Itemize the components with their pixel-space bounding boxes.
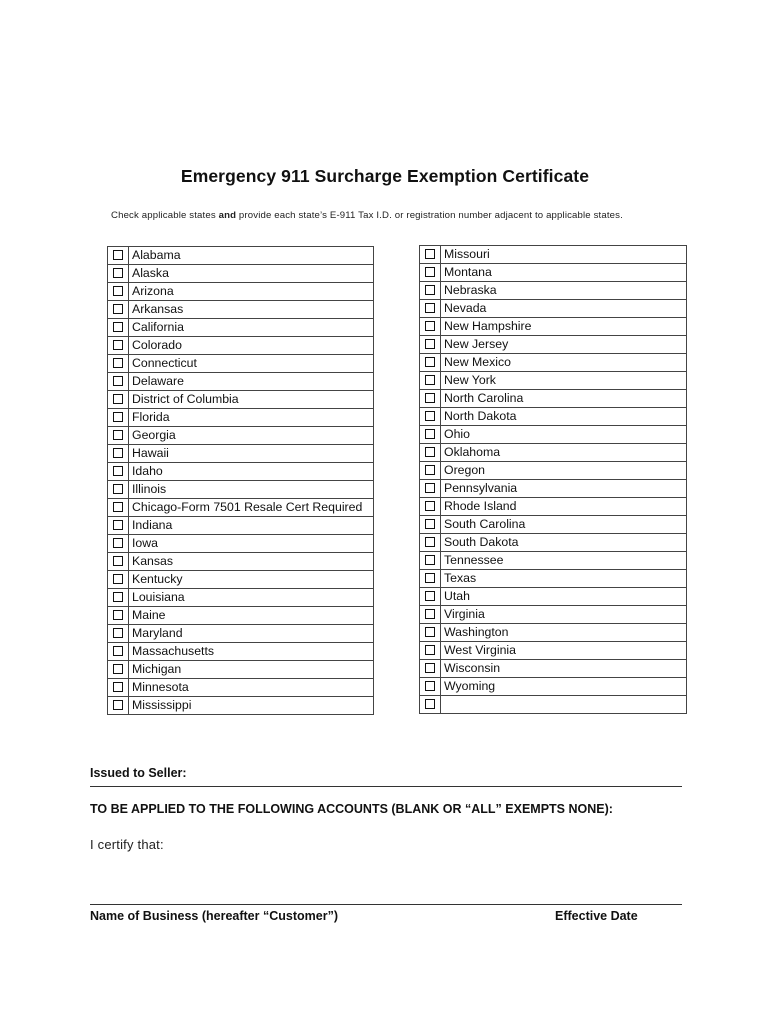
- state-row: [420, 570, 687, 588]
- checkbox-cell: [108, 499, 129, 517]
- state-name: Georgia: [129, 427, 374, 445]
- state-name: Oregon: [441, 462, 687, 480]
- state-row: [420, 426, 687, 444]
- checkbox-cell: [108, 697, 129, 715]
- state-name: Florida: [129, 409, 374, 427]
- state-row: [420, 480, 687, 498]
- state-checkbox[interactable]: [113, 322, 123, 332]
- state-checkbox[interactable]: [113, 538, 123, 548]
- state-name: South Carolina: [441, 516, 687, 534]
- state-row: [420, 498, 687, 516]
- state-name: Tennessee: [441, 552, 687, 570]
- state-row: [108, 535, 374, 553]
- state-checkbox[interactable]: [425, 663, 435, 673]
- checkbox-cell: [420, 282, 441, 300]
- state-row: [420, 300, 687, 318]
- state-name: Wyoming: [441, 678, 687, 696]
- checkbox-cell: [108, 283, 129, 301]
- state-name: Texas: [441, 570, 687, 588]
- checkbox-cell: [420, 678, 441, 696]
- state-name: Utah: [441, 588, 687, 606]
- state-name: California: [129, 319, 374, 337]
- state-row: [108, 553, 374, 571]
- state-name: Alaska: [129, 265, 374, 283]
- checkbox-cell: [420, 336, 441, 354]
- checkbox-cell: [108, 391, 129, 409]
- state-checkbox[interactable]: [425, 447, 435, 457]
- state-row: [420, 660, 687, 678]
- state-checkbox[interactable]: [425, 321, 435, 331]
- state-row: [420, 462, 687, 480]
- state-name: Maryland: [129, 625, 374, 643]
- state-checkbox[interactable]: [113, 592, 123, 602]
- state-row: [108, 337, 374, 355]
- state-name: North Dakota: [441, 408, 687, 426]
- state-name: Kansas: [129, 553, 374, 571]
- state-checkbox[interactable]: [425, 501, 435, 511]
- checkbox-cell: [420, 552, 441, 570]
- state-row: [108, 589, 374, 607]
- state-name: North Carolina: [441, 390, 687, 408]
- state-row: [108, 571, 374, 589]
- state-checkbox[interactable]: [113, 304, 123, 314]
- state-checkbox[interactable]: [113, 628, 123, 638]
- state-checkbox[interactable]: [425, 627, 435, 637]
- state-name: [441, 696, 687, 714]
- state-row: [108, 661, 374, 679]
- state-checkbox[interactable]: [425, 591, 435, 601]
- issued-to-seller-line[interactable]: [90, 786, 682, 787]
- checkbox-cell: [420, 606, 441, 624]
- state-name: Mississippi: [129, 697, 374, 715]
- state-row: [108, 625, 374, 643]
- state-row: [108, 499, 374, 517]
- state-row: [108, 391, 374, 409]
- checkbox-cell: [108, 247, 129, 265]
- accounts-label: TO BE APPLIED TO THE FOLLOWING ACCOUNTS (BLANK OR “ALL” EXEMPTS NONE):: [90, 802, 613, 816]
- checkbox-cell: [420, 444, 441, 462]
- state-row: [108, 355, 374, 373]
- checkbox-cell: [420, 426, 441, 444]
- checkbox-cell: [108, 301, 129, 319]
- checkbox-cell: [420, 516, 441, 534]
- state-row: [108, 643, 374, 661]
- effective-date-label: Effective Date: [555, 909, 638, 923]
- checkbox-cell: [108, 607, 129, 625]
- state-row: [420, 696, 687, 714]
- checkbox-cell: [108, 589, 129, 607]
- state-checkbox[interactable]: [425, 555, 435, 565]
- checkbox-cell: [108, 571, 129, 589]
- state-checkbox[interactable]: [425, 249, 435, 259]
- state-checkbox[interactable]: [425, 357, 435, 367]
- checkbox-cell: [108, 373, 129, 391]
- state-name: Virginia: [441, 606, 687, 624]
- state-row: [420, 624, 687, 642]
- state-checkbox[interactable]: [425, 609, 435, 619]
- checkbox-cell: [420, 480, 441, 498]
- state-name: Delaware: [129, 373, 374, 391]
- checkbox-cell: [108, 535, 129, 553]
- instructions-emphasis: and: [218, 210, 237, 221]
- business-name-label: Name of Business (hereafter “Customer”): [90, 909, 338, 923]
- state-checkbox[interactable]: [425, 699, 435, 709]
- state-name: South Dakota: [441, 534, 687, 552]
- state-name: Alabama: [129, 247, 374, 265]
- state-name: Kentucky: [129, 571, 374, 589]
- state-row: [108, 283, 374, 301]
- state-checkbox[interactable]: [425, 537, 435, 547]
- state-name: Pennsylvania: [441, 480, 687, 498]
- state-name: Washington: [441, 624, 687, 642]
- state-checkbox[interactable]: [425, 393, 435, 403]
- state-checkbox[interactable]: [113, 664, 123, 674]
- state-checkbox[interactable]: [425, 429, 435, 439]
- state-checkbox[interactable]: [113, 340, 123, 350]
- state-row: [108, 427, 374, 445]
- instructions-text: Check applicable states: [111, 210, 219, 221]
- state-name: Oklahoma: [441, 444, 687, 462]
- state-row: [108, 445, 374, 463]
- state-row: [420, 318, 687, 336]
- state-row: [108, 679, 374, 697]
- state-name: Hawaii: [129, 445, 374, 463]
- state-name: New Hampshire: [441, 318, 687, 336]
- state-checkbox[interactable]: [425, 681, 435, 691]
- checkbox-cell: [420, 534, 441, 552]
- state-checkbox[interactable]: [113, 484, 123, 494]
- state-row: [420, 516, 687, 534]
- state-row: [420, 408, 687, 426]
- checkbox-cell: [420, 372, 441, 390]
- state-name: New York: [441, 372, 687, 390]
- state-name: Minnesota: [129, 679, 374, 697]
- state-row: [108, 607, 374, 625]
- state-checkbox[interactable]: [425, 267, 435, 277]
- document-title: Emergency 911 Surcharge Exemption Certificate: [180, 166, 590, 186]
- state-row: [420, 534, 687, 552]
- state-name: Massachusetts: [129, 643, 374, 661]
- state-name: Michigan: [129, 661, 374, 679]
- state-row: [420, 354, 687, 372]
- checkbox-cell: [108, 265, 129, 283]
- state-checkbox[interactable]: [425, 645, 435, 655]
- checkbox-cell: [420, 246, 441, 264]
- checkbox-cell: [108, 337, 129, 355]
- state-checkbox[interactable]: [113, 574, 123, 584]
- states-table-left: [107, 246, 374, 715]
- state-checkbox[interactable]: [425, 285, 435, 295]
- certify-label: I certify that:: [90, 837, 164, 852]
- state-row: [420, 390, 687, 408]
- states-table-right: [419, 245, 687, 714]
- state-checkbox[interactable]: [113, 682, 123, 692]
- checkbox-cell: [420, 570, 441, 588]
- state-row: [108, 247, 374, 265]
- state-row: [420, 246, 687, 264]
- state-name: Rhode Island: [441, 498, 687, 516]
- checkbox-cell: [108, 463, 129, 481]
- state-name: Maine: [129, 607, 374, 625]
- issued-to-seller-label: Issued to Seller:: [90, 766, 187, 780]
- checkbox-cell: [420, 624, 441, 642]
- state-checkbox[interactable]: [113, 556, 123, 566]
- state-name: Louisiana: [129, 589, 374, 607]
- state-checkbox[interactable]: [113, 646, 123, 656]
- checkbox-cell: [108, 355, 129, 373]
- state-name: Connecticut: [129, 355, 374, 373]
- state-row: [420, 444, 687, 462]
- state-row: [108, 301, 374, 319]
- state-row: [420, 678, 687, 696]
- state-row: [108, 697, 374, 715]
- state-checkbox[interactable]: [425, 483, 435, 493]
- state-row: [420, 282, 687, 300]
- state-checkbox[interactable]: [425, 411, 435, 421]
- state-name: Colorado: [129, 337, 374, 355]
- state-name: Chicago-Form 7501 Resale Cert Required: [129, 499, 374, 517]
- state-name: Montana: [441, 264, 687, 282]
- instructions-text-end: provide each state’s E-911 Tax I.D. or registration number adjacent to applicable states.: [236, 210, 623, 221]
- business-name-line[interactable]: [90, 904, 682, 905]
- state-checkbox[interactable]: [113, 286, 123, 296]
- state-checkbox[interactable]: [113, 376, 123, 386]
- state-checkbox[interactable]: [113, 700, 123, 710]
- state-name: Missouri: [441, 246, 687, 264]
- state-name: Wisconsin: [441, 660, 687, 678]
- state-checkbox[interactable]: [113, 358, 123, 368]
- state-checkbox[interactable]: [113, 520, 123, 530]
- state-name: Illinois: [129, 481, 374, 499]
- checkbox-cell: [108, 319, 129, 337]
- state-checkbox[interactable]: [425, 519, 435, 529]
- checkbox-cell: [420, 498, 441, 516]
- checkbox-cell: [420, 408, 441, 426]
- state-row: [420, 552, 687, 570]
- state-row: [108, 481, 374, 499]
- state-checkbox[interactable]: [113, 610, 123, 620]
- state-row: [420, 264, 687, 282]
- state-row: [108, 319, 374, 337]
- checkbox-cell: [420, 300, 441, 318]
- checkbox-cell: [108, 427, 129, 445]
- state-name: Ohio: [441, 426, 687, 444]
- checkbox-cell: [108, 643, 129, 661]
- checkbox-cell: [108, 553, 129, 571]
- checkbox-cell: [108, 409, 129, 427]
- checkbox-cell: [420, 642, 441, 660]
- state-checkbox[interactable]: [113, 466, 123, 476]
- state-name: Idaho: [129, 463, 374, 481]
- state-row: [420, 642, 687, 660]
- state-row: [420, 588, 687, 606]
- state-checkbox[interactable]: [425, 375, 435, 385]
- checkbox-cell: [108, 481, 129, 499]
- state-checkbox[interactable]: [113, 250, 123, 260]
- state-name: Arkansas: [129, 301, 374, 319]
- checkbox-cell: [108, 517, 129, 535]
- state-row: [108, 265, 374, 283]
- checkbox-cell: [108, 445, 129, 463]
- instructions: [111, 210, 623, 221]
- checkbox-cell: [420, 318, 441, 336]
- state-name: Nebraska: [441, 282, 687, 300]
- state-checkbox[interactable]: [113, 394, 123, 404]
- state-name: District of Columbia: [129, 391, 374, 409]
- checkbox-cell: [420, 660, 441, 678]
- state-name: Arizona: [129, 283, 374, 301]
- state-row: [420, 372, 687, 390]
- state-row: [108, 463, 374, 481]
- checkbox-cell: [420, 354, 441, 372]
- state-name: New Mexico: [441, 354, 687, 372]
- checkbox-cell: [420, 390, 441, 408]
- checkbox-cell: [108, 625, 129, 643]
- state-checkbox[interactable]: [425, 339, 435, 349]
- checkbox-cell: [420, 696, 441, 714]
- state-checkbox[interactable]: [113, 502, 123, 512]
- state-checkbox[interactable]: [425, 573, 435, 583]
- state-checkbox[interactable]: [113, 412, 123, 422]
- state-name: Iowa: [129, 535, 374, 553]
- checkbox-cell: [420, 588, 441, 606]
- state-checkbox[interactable]: [425, 303, 435, 313]
- state-checkbox[interactable]: [113, 430, 123, 440]
- checkbox-cell: [420, 462, 441, 480]
- state-name: Indiana: [129, 517, 374, 535]
- state-row: [420, 336, 687, 354]
- state-name: Nevada: [441, 300, 687, 318]
- state-name: New Jersey: [441, 336, 687, 354]
- state-row: [108, 373, 374, 391]
- state-row: [108, 517, 374, 535]
- state-row: [108, 409, 374, 427]
- checkbox-cell: [420, 264, 441, 282]
- checkbox-cell: [108, 661, 129, 679]
- state-row: [420, 606, 687, 624]
- checkbox-cell: [108, 679, 129, 697]
- state-checkbox[interactable]: [425, 465, 435, 475]
- state-checkbox[interactable]: [113, 268, 123, 278]
- state-checkbox[interactable]: [113, 448, 123, 458]
- state-name: West Virginia: [441, 642, 687, 660]
